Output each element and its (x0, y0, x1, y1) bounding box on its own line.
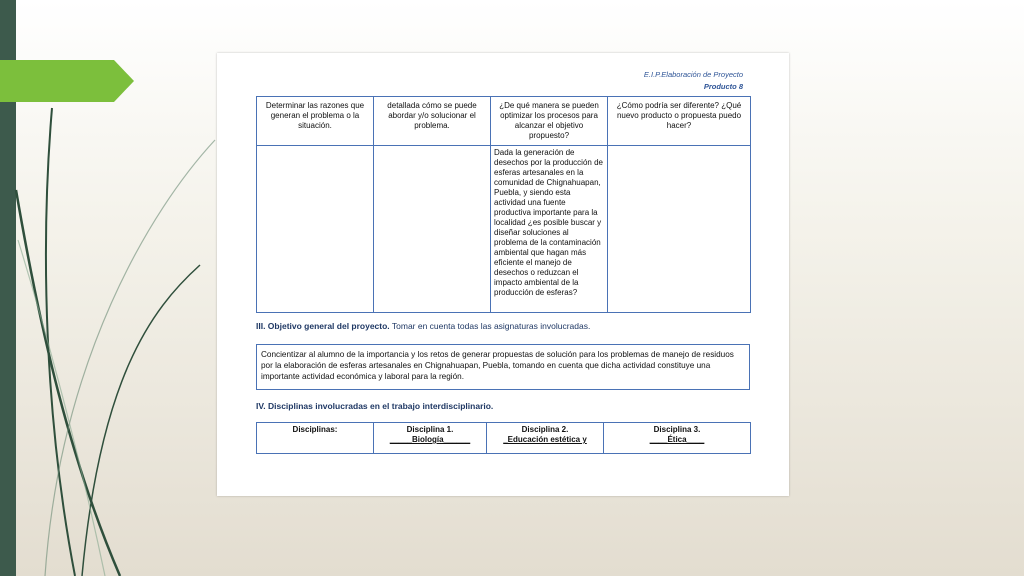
discipline-1-title: Disciplina 1. (406, 425, 454, 434)
problem-table (256, 96, 751, 313)
disciplines-row (257, 423, 751, 454)
doc-header-title: E.I.P.Elaboración de Proyecto (643, 70, 743, 79)
body-cell-optimize: Dada la generación de desechos por la producción de esferas artesanales en la comunidad de Chignahuapan, Puebla, y siendo esta actividad una fuente productiva importante para la localidad ¿es posible buscar y diseñar soluciones al problema de la contaminación ambiental que hagan más eficiente el manejo de desechos o reduzcan el impacto ambiental de la producción de esferas? (491, 146, 608, 313)
objective-box: Concientizar al alumno de la importancia y los retos de generar propuestas de solución para los problemas de manejo de residuos por la elaboración de esferas artesanales en Chignahuapan, Puebla, tomando en cuenta que dicha actividad constituye una importante actividad económica y laboral para la región. (256, 344, 750, 390)
header-cell-approach: detallada cómo se puede abordar y/o solucionar el problema. (374, 97, 491, 146)
discipline-2-value: _Educación estética y (503, 435, 587, 444)
body-cell-approach (374, 146, 491, 313)
section-3-heading (256, 321, 590, 331)
header-cell-optimize: ¿De qué manera se pueden optimizar los procesos para alcanzar el objetivo propuesto? (491, 97, 608, 146)
disciplines-label: Disciplinas: (257, 423, 374, 454)
problem-table-body-row (257, 146, 751, 313)
discipline-3-title: Disciplina 3. (653, 425, 701, 434)
discipline-1-cell (374, 423, 487, 454)
disciplines-table (256, 422, 751, 454)
doc-header-product: Producto 8 (703, 82, 743, 91)
header-cell-reasons: Determinar las razones que generan el problema o la situación. (257, 97, 374, 146)
discipline-2-title: Disciplina 2. (521, 425, 569, 434)
discipline-3-value: ____Ética____ (649, 435, 705, 444)
discipline-2-cell (487, 423, 604, 454)
problem-table-header-row (257, 97, 751, 146)
section-4-title: IV. Disciplinas involucradas en el trabajo interdisciplinario. (256, 401, 494, 411)
section-3-instruction: Tomar en cuenta todas las asignaturas involucradas. (389, 321, 591, 331)
document-page (217, 53, 789, 496)
section-3-title: III. Objetivo general del proyecto. (256, 321, 390, 331)
discipline-3-cell (604, 423, 751, 454)
green-arrow-tab (0, 60, 134, 102)
body-cell-different (608, 146, 751, 313)
header-cell-different: ¿Cómo podría ser diferente? ¿Qué nuevo producto o propuesta puedo hacer? (608, 97, 751, 146)
discipline-1-value: _____Biología______ (389, 435, 471, 444)
body-cell-reasons (257, 146, 374, 313)
section-4-heading (256, 401, 493, 411)
